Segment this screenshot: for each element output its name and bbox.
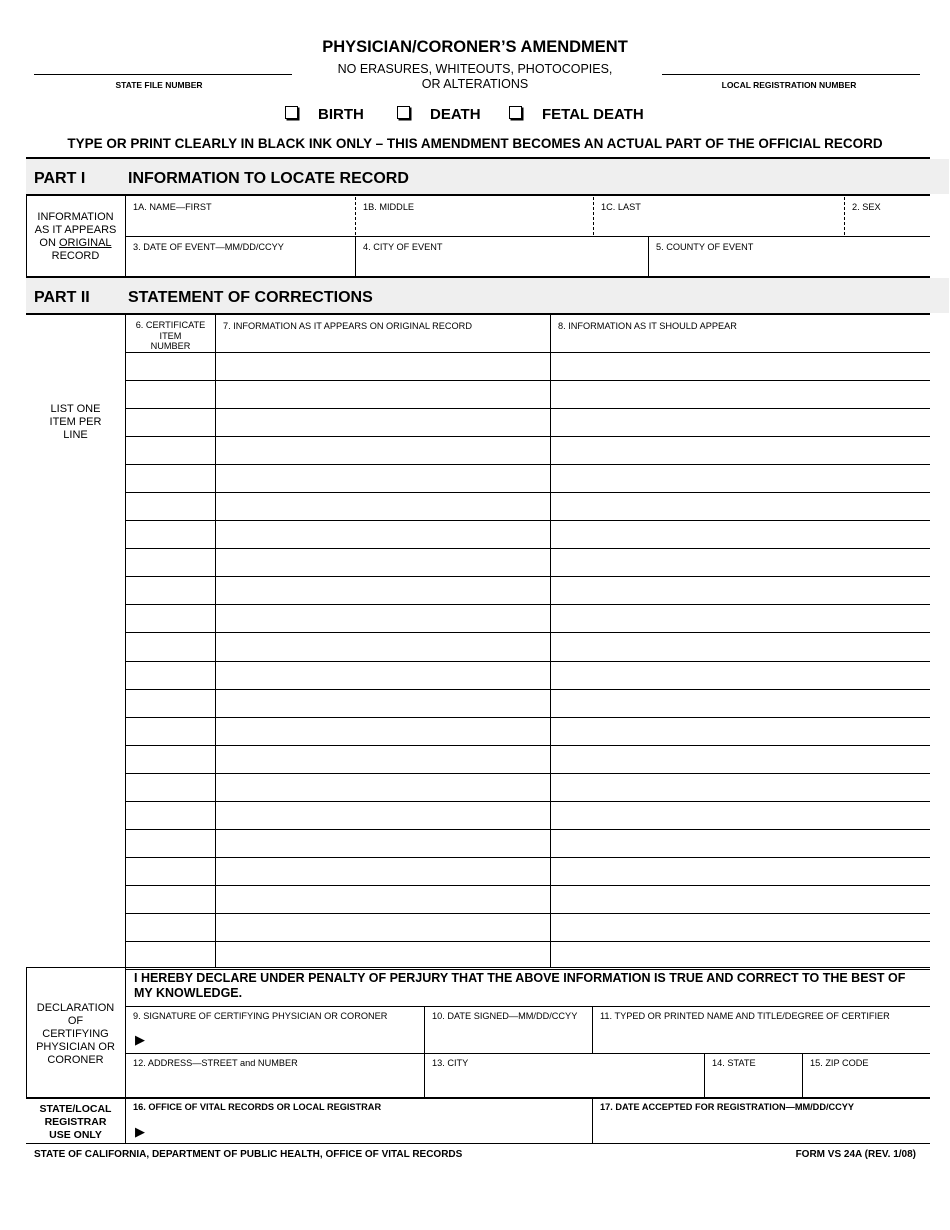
city-label: 13. CITY xyxy=(432,1058,469,1068)
corrected-information-cell[interactable] xyxy=(550,409,930,436)
form-subtitle-line2: OR ALTERATIONS xyxy=(421,77,529,91)
certificate-item-number-cell[interactable] xyxy=(125,718,215,745)
certificate-item-number-cell[interactable] xyxy=(125,493,215,520)
correction-row xyxy=(125,632,930,660)
correction-row xyxy=(125,380,930,408)
correction-row xyxy=(125,745,930,773)
original-information-cell[interactable] xyxy=(215,493,550,520)
original-information-cell[interactable] xyxy=(215,633,550,660)
address-field[interactable] xyxy=(126,1070,423,1096)
correction-row xyxy=(125,857,930,885)
original-information-cell[interactable] xyxy=(215,746,550,773)
correction-row xyxy=(125,436,930,464)
certifier-name-label: 11. TYPED OR PRINTED NAME AND TITLE/DEGREE OF CERTIFIER xyxy=(600,1011,890,1021)
certificate-item-number-cell[interactable] xyxy=(125,353,215,380)
certificate-item-number-cell[interactable] xyxy=(125,746,215,773)
corrected-information-cell[interactable] xyxy=(550,521,930,548)
corrected-information-cell[interactable] xyxy=(550,493,930,520)
certificate-item-number-cell[interactable] xyxy=(125,381,215,408)
sex-field[interactable] xyxy=(845,212,930,235)
date-accepted-label: 17. DATE ACCEPTED FOR REGISTRATION—MM/DD/CCYY xyxy=(600,1102,855,1112)
form-title: PHYSICIAN/CORONER’S AMENDMENT xyxy=(322,38,628,56)
corrected-information-cell[interactable] xyxy=(550,437,930,464)
corrected-information-cell[interactable] xyxy=(550,718,930,745)
part2-title: STATEMENT OF CORRECTIONS xyxy=(128,289,373,306)
part1-title: INFORMATION TO LOCATE RECORD xyxy=(128,170,409,187)
correction-row xyxy=(125,352,930,380)
correction-row xyxy=(125,773,930,801)
corrected-information-cell[interactable] xyxy=(550,662,930,689)
certificate-item-number-cell[interactable] xyxy=(125,690,215,717)
corrected-information-cell[interactable] xyxy=(550,830,930,857)
death-checkbox[interactable] xyxy=(397,106,410,119)
birth-checkbox[interactable] xyxy=(285,106,298,119)
city-of-event-label: 4. CITY OF EVENT xyxy=(363,242,443,252)
original-information-cell[interactable] xyxy=(215,914,550,941)
signature-arrow-icon: ▶ xyxy=(135,1032,145,1047)
corrected-information-cell[interactable] xyxy=(550,577,930,604)
corrected-information-cell[interactable] xyxy=(550,802,930,829)
local-registration-number-label: LOCAL REGISTRATION NUMBER xyxy=(721,80,857,90)
original-information-cell[interactable] xyxy=(215,858,550,885)
part1-header-rule xyxy=(26,194,930,196)
office-registrar-field[interactable] xyxy=(150,1114,590,1142)
original-information-cell[interactable] xyxy=(215,437,550,464)
correction-row xyxy=(125,464,930,492)
certificate-item-number-cell[interactable] xyxy=(125,886,215,913)
date-accepted-field[interactable] xyxy=(593,1114,930,1142)
correction-row xyxy=(125,941,930,969)
birth-label: BIRTH xyxy=(318,106,364,123)
correction-row xyxy=(125,717,930,745)
col8-header: 8. INFORMATION AS IT SHOULD APPEAR xyxy=(558,321,737,331)
corrected-information-cell[interactable] xyxy=(550,886,930,913)
corrected-information-cell[interactable] xyxy=(550,549,930,576)
part1-side-label: INFORMATION AS IT APPEARS ON ORIGINAL RECORD xyxy=(34,211,117,262)
original-information-cell[interactable] xyxy=(215,662,550,689)
corrections-grid xyxy=(125,352,930,997)
zip-code-label: 15. ZIP CODE xyxy=(810,1058,869,1068)
original-information-cell[interactable] xyxy=(215,465,550,492)
signature-label: 9. SIGNATURE OF CERTIFYING PHYSICIAN OR CORONER xyxy=(133,1011,388,1021)
original-information-cell[interactable] xyxy=(215,521,550,548)
zip-code-field[interactable] xyxy=(803,1070,930,1096)
state-label: 14. STATE xyxy=(712,1058,756,1068)
correction-row xyxy=(125,885,930,913)
city-of-event-field[interactable] xyxy=(356,252,647,275)
certificate-item-number-cell[interactable] xyxy=(125,521,215,548)
fetal-death-checkbox[interactable] xyxy=(509,106,522,119)
certificate-item-number-cell[interactable] xyxy=(125,633,215,660)
certificate-item-number-cell[interactable] xyxy=(125,914,215,941)
corrected-information-cell[interactable] xyxy=(550,633,930,660)
col6-header: 6. CERTIFICATE ITEM NUMBER xyxy=(135,320,206,351)
certificate-item-number-cell[interactable] xyxy=(125,577,215,604)
date-of-event-label: 3. DATE OF EVENT—MM/DD/CCYY xyxy=(133,242,284,252)
correction-row xyxy=(125,661,930,689)
last-name-field[interactable] xyxy=(594,212,843,235)
certificate-item-number-cell[interactable] xyxy=(125,409,215,436)
original-information-cell[interactable] xyxy=(215,577,550,604)
certificate-item-number-cell[interactable] xyxy=(125,830,215,857)
part1-number: PART I xyxy=(34,170,86,187)
fetal-death-label: FETAL DEATH xyxy=(542,106,644,123)
correction-row xyxy=(125,548,930,576)
correction-row xyxy=(125,604,930,632)
original-information-cell[interactable] xyxy=(215,718,550,745)
certificate-item-number-cell[interactable] xyxy=(125,662,215,689)
corrected-information-cell[interactable] xyxy=(550,942,930,969)
office-registrar-label: 16. OFFICE OF VITAL RECORDS OR LOCAL REGISTRAR xyxy=(133,1102,382,1112)
name-first-label: 1A. NAME—FIRST xyxy=(133,202,212,212)
form-subtitle-line1: NO ERASURES, WHITEOUTS, PHOTOCOPIES, xyxy=(337,62,613,76)
original-information-cell[interactable] xyxy=(215,774,550,801)
declaration-side-label: DECLARATION OF CERTIFYING PHYSICIAN OR CORONER xyxy=(36,1002,115,1066)
footer-form-number: FORM VS 24A (REV. 1/08) xyxy=(795,1149,916,1160)
correction-row xyxy=(125,576,930,604)
correction-row xyxy=(125,520,930,548)
county-of-event-field[interactable] xyxy=(649,252,930,275)
original-information-cell[interactable] xyxy=(215,381,550,408)
certificate-item-number-cell[interactable] xyxy=(125,465,215,492)
part2-side-label: LIST ONE ITEM PER LINE xyxy=(49,403,102,441)
correction-row xyxy=(125,689,930,717)
date-of-event-field[interactable] xyxy=(126,252,354,275)
original-information-cell[interactable] xyxy=(215,605,550,632)
corrected-information-cell[interactable] xyxy=(550,465,930,492)
certificate-item-number-cell[interactable] xyxy=(125,858,215,885)
original-information-cell[interactable] xyxy=(215,830,550,857)
registrar-arrow-icon: ▶ xyxy=(135,1124,145,1139)
original-information-cell[interactable] xyxy=(215,802,550,829)
original-information-cell[interactable] xyxy=(215,409,550,436)
part2-header-rule xyxy=(26,313,930,315)
correction-row xyxy=(125,801,930,829)
original-information-cell[interactable] xyxy=(215,886,550,913)
city-field[interactable] xyxy=(425,1070,703,1096)
corrected-information-cell[interactable] xyxy=(550,746,930,773)
corrected-information-cell[interactable] xyxy=(550,774,930,801)
footer-agency: STATE OF CALIFORNIA, DEPARTMENT OF PUBLIC HEALTH, OFFICE OF VITAL RECORDS xyxy=(34,1149,463,1160)
certificate-item-number-cell[interactable] xyxy=(125,942,215,969)
death-label: DEATH xyxy=(430,106,481,123)
original-information-cell[interactable] xyxy=(215,353,550,380)
original-information-cell[interactable] xyxy=(215,690,550,717)
certifier-name-field[interactable] xyxy=(593,1023,930,1052)
name-first-field[interactable] xyxy=(126,212,354,235)
original-information-cell[interactable] xyxy=(215,942,550,969)
address-label: 12. ADDRESS—STREET and NUMBER xyxy=(133,1058,298,1068)
correction-row xyxy=(125,829,930,857)
certificate-item-number-cell[interactable] xyxy=(125,774,215,801)
last-name-label: 1C. LAST xyxy=(601,202,641,212)
corrected-information-cell[interactable] xyxy=(550,690,930,717)
certificate-item-number-cell[interactable] xyxy=(125,605,215,632)
col7-header: 7. INFORMATION AS IT APPEARS ON ORIGINAL RECORD xyxy=(223,321,472,331)
corrected-information-cell[interactable] xyxy=(550,858,930,885)
date-signed-field[interactable] xyxy=(425,1023,591,1052)
original-information-cell[interactable] xyxy=(215,549,550,576)
county-of-event-label: 5. COUNTY OF EVENT xyxy=(656,242,754,252)
corrected-information-cell[interactable] xyxy=(550,605,930,632)
part2-number: PART II xyxy=(34,289,90,306)
certificate-item-number-cell[interactable] xyxy=(125,437,215,464)
state-field[interactable] xyxy=(705,1070,801,1096)
ink-instruction: TYPE OR PRINT CLEARLY IN BLACK INK ONLY – THIS AMENDMENT BECOMES AN ACTUAL PART OF THE OFFICIAL RECORD xyxy=(67,136,883,151)
signature-field[interactable] xyxy=(150,1023,422,1052)
correction-row xyxy=(125,492,930,520)
sex-label: 2. SEX xyxy=(852,202,881,212)
corrected-information-cell[interactable] xyxy=(550,381,930,408)
state-file-number-line[interactable] xyxy=(34,74,292,75)
corrected-information-cell[interactable] xyxy=(550,353,930,380)
perjury-statement: I HEREBY DECLARE UNDER PENALTY OF PERJURY THAT THE ABOVE INFORMATION IS TRUE AND CORRECT TO THE BEST OF MY KNOWLEDGE. xyxy=(134,971,906,1000)
state-file-number-label: STATE FILE NUMBER xyxy=(115,80,203,90)
certificate-item-number-cell[interactable] xyxy=(125,549,215,576)
date-signed-label: 10. DATE SIGNED—MM/DD/CCYY xyxy=(432,1011,578,1021)
registrar-side-label: STATE/LOCAL REGISTRAR USE ONLY xyxy=(39,1103,112,1141)
correction-row xyxy=(125,913,930,941)
certificate-item-number-cell[interactable] xyxy=(125,802,215,829)
middle-name-label: 1B. MIDDLE xyxy=(363,202,415,212)
middle-name-field[interactable] xyxy=(356,212,592,235)
correction-row xyxy=(125,408,930,436)
corrected-information-cell[interactable] xyxy=(550,914,930,941)
local-registration-number-line[interactable] xyxy=(662,74,920,75)
